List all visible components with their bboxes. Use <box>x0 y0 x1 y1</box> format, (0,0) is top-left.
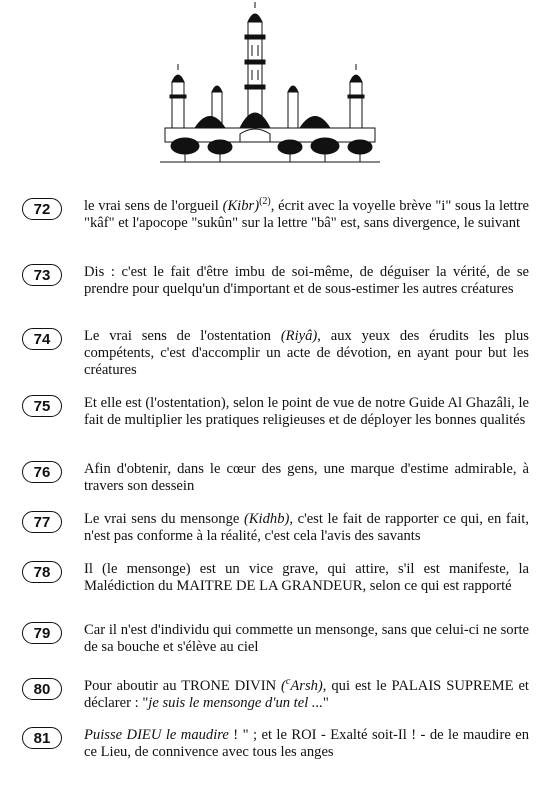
text-span: , qui est le PALAIS SUPREME et déclarer : " <box>84 678 529 711</box>
text-span: (2) <box>259 196 271 208</box>
verse-number-badge: 78 <box>22 561 62 583</box>
text-span: Afin d'obtenir, dans le cœur des gens, une marque d'estime admirable, à travers son dessein <box>84 461 529 494</box>
italic-term: (Riyâ) <box>280 328 318 344</box>
text-span: , écrit avec la voyelle brève "i" sous la lettre "kâf" et l'apocope "sukûn" sur la lettre "bâ" est, sans divergence, le suivant <box>84 198 529 231</box>
verse-number-badge: 79 <box>22 622 62 644</box>
text-span: le vrai sens de l'orgueil <box>84 198 223 214</box>
verse-text <box>84 561 529 595</box>
text-span: Car il n'est d'individu qui commette un mensonge, sans que celui-ci ne sorte de sa bouche et s'élève au ciel <box>84 622 529 655</box>
verse-text <box>84 198 529 232</box>
verse-number-badge: 75 <box>22 395 62 417</box>
verse-number-badge: 81 <box>22 727 62 749</box>
italic-term: je suis le mensonge d'un tel ... <box>148 695 323 711</box>
text-span: Le vrai sens de l'ostentation <box>84 328 281 344</box>
italic-term: Puisse DIEU le maudire <box>84 727 229 743</box>
italic-term: ( <box>281 678 286 694</box>
text-span: Le vrai sens du mensonge <box>84 511 244 527</box>
verse-text <box>84 264 529 298</box>
verse-number-badge: 77 <box>22 511 62 533</box>
text-span: Pour aboutir au TRONE DIVIN <box>84 678 282 694</box>
verse-text <box>84 461 529 495</box>
verse-text <box>84 727 529 761</box>
text-span: Il (le mensonge) est un vice grave, qui attire, s'il est manifeste, la Malédiction du MAITRE DE LA GRANDEUR, selon ce qui est rapporté <box>84 561 529 594</box>
verse-number-badge: 73 <box>22 264 62 286</box>
text-span: , aux yeux des érudits les plus compétents, c'est d'accomplir un acte de dévotion, en ayant pour but les créatures <box>84 328 529 378</box>
verse-text <box>84 511 529 545</box>
verse-text <box>84 678 529 712</box>
italic-term: c <box>285 676 291 688</box>
verse-text <box>84 328 529 379</box>
italic-term: (Kidhb) <box>243 511 290 527</box>
text-span: Et elle est (l'ostentation), selon le point de vue de notre Guide Al Ghazâli, le fait de multiplier les pratiques religieuses et de déployer les bonnes qualités <box>84 395 529 428</box>
verse-number-badge: 80 <box>22 678 62 700</box>
italic-term: (Kibr) <box>222 198 260 214</box>
text-span: Dis : c'est le fait d'être imbu de soi-même, de déguiser la vérité, de se prendre pour quelqu'un d'important et de sous-estimer les autres créatures <box>84 264 529 297</box>
mosque-illustration <box>160 0 380 168</box>
verse-number-badge: 72 <box>22 198 62 220</box>
verse-number-badge: 74 <box>22 328 62 350</box>
text-span: ! " ; et le ROI - Exalté soit-Il ! - de le maudire en ce Lieu, de connivence avec tous les anges <box>84 727 529 760</box>
verse-number-badge: 76 <box>22 461 62 483</box>
italic-term: Arsh) <box>290 678 323 694</box>
text-span: " <box>322 695 329 711</box>
text-span: , c'est le fait de rapporter ce qui, en fait, n'est pas conforme à la réalité, c'est cela l'avis des savants <box>84 511 530 544</box>
verse-text <box>84 622 529 656</box>
verse-text <box>84 395 529 429</box>
